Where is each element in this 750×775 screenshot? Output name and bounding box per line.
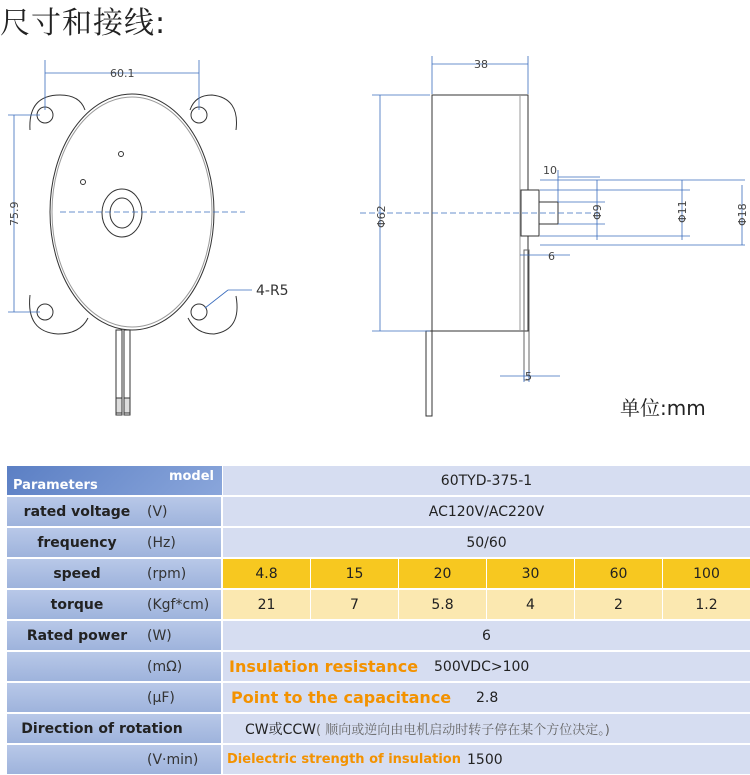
dim-depth: 38: [474, 58, 488, 71]
table-row: [7, 714, 750, 743]
table-row: [7, 745, 750, 774]
speed-value: 60: [574, 559, 662, 588]
row-unit-rated-voltage: (V): [147, 503, 168, 520]
dim-width: 60.1: [110, 67, 135, 80]
table-row: [7, 559, 750, 588]
header-model-label: model: [168, 469, 214, 484]
page-title: 尺寸和接线:: [0, 6, 167, 41]
table-row: [7, 621, 750, 650]
torque-value: 7: [310, 590, 398, 619]
dim-shaft-len: 10: [543, 164, 557, 177]
table-row: [7, 652, 750, 681]
row-name-torque: torque: [50, 596, 104, 613]
table-row: [7, 683, 750, 712]
row-unit-rated-power: (W): [147, 627, 172, 644]
dim-body-dia: Φ62: [375, 205, 388, 228]
dim-holes: 4-R5: [256, 283, 289, 299]
dim-height: 75.9: [8, 201, 21, 226]
row-unit-torque: (Kgf*cm): [147, 596, 210, 613]
header-params-label: Parameters: [13, 478, 98, 493]
row-name-frequency: frequency: [37, 534, 117, 551]
torque-value: 4: [486, 590, 574, 619]
dim-flange-dia: Φ18: [736, 203, 749, 226]
rated-voltage-value: AC120V/AC220V: [222, 497, 750, 526]
header-corner-cell: [7, 466, 222, 495]
speed-value: 15: [310, 559, 398, 588]
front-view: [30, 94, 238, 415]
rotation-note: ( 顺向或逆向由电机启动时转子停在某个方位决定。): [316, 723, 610, 738]
table-row: [7, 590, 750, 619]
row-name-rated-voltage: rated voltage: [23, 503, 131, 520]
rated-power-value: 6: [222, 621, 750, 650]
table-header-row: [7, 466, 750, 495]
dim-lead-len: 5: [525, 370, 532, 383]
insulation-label: Insulation resistance: [229, 657, 419, 676]
dielectric-label: Dielectric strength of insulation: [227, 752, 461, 767]
row-unit-speed: (rpm): [147, 565, 187, 582]
torque-value: 5.8: [398, 590, 486, 619]
row-name-rotation: Direction of rotation: [21, 720, 183, 737]
torque-value: 21: [222, 590, 310, 619]
torque-value: 1.2: [662, 590, 750, 619]
table-row: [7, 528, 750, 557]
rotation-value: CW或CCW: [245, 721, 317, 738]
dielectric-value: 1500: [467, 751, 503, 768]
speed-value: 4.8: [222, 559, 310, 588]
table-row: [7, 497, 750, 526]
row-unit-insulation: (mΩ): [147, 658, 183, 675]
dim-shaft-dia: Φ9: [591, 204, 604, 220]
dim-boss-dia: Φ11: [676, 200, 689, 223]
dim-boss-len: 6: [548, 250, 555, 263]
row-unit-capacitance: (μF): [147, 689, 175, 706]
torque-value: 2: [574, 590, 662, 619]
frequency-value: 50/60: [222, 528, 750, 557]
row-unit-dielectric: (V·min): [147, 751, 199, 768]
speed-value: 20: [398, 559, 486, 588]
row-unit-frequency: (Hz): [147, 534, 176, 551]
model-value: 60TYD-375-1: [222, 466, 750, 495]
side-view: [426, 95, 558, 416]
unit-label: 单位:mm: [620, 396, 706, 420]
row-name-speed: speed: [53, 565, 101, 582]
capacitance-label: Point to the capacitance: [231, 688, 452, 707]
speed-value: 30: [486, 559, 574, 588]
insulation-value: 500VDC>100: [434, 658, 530, 675]
row-name-rated-power: Rated power: [26, 627, 128, 644]
capacitance-value: 2.8: [476, 689, 499, 706]
speed-value: 100: [662, 559, 750, 588]
